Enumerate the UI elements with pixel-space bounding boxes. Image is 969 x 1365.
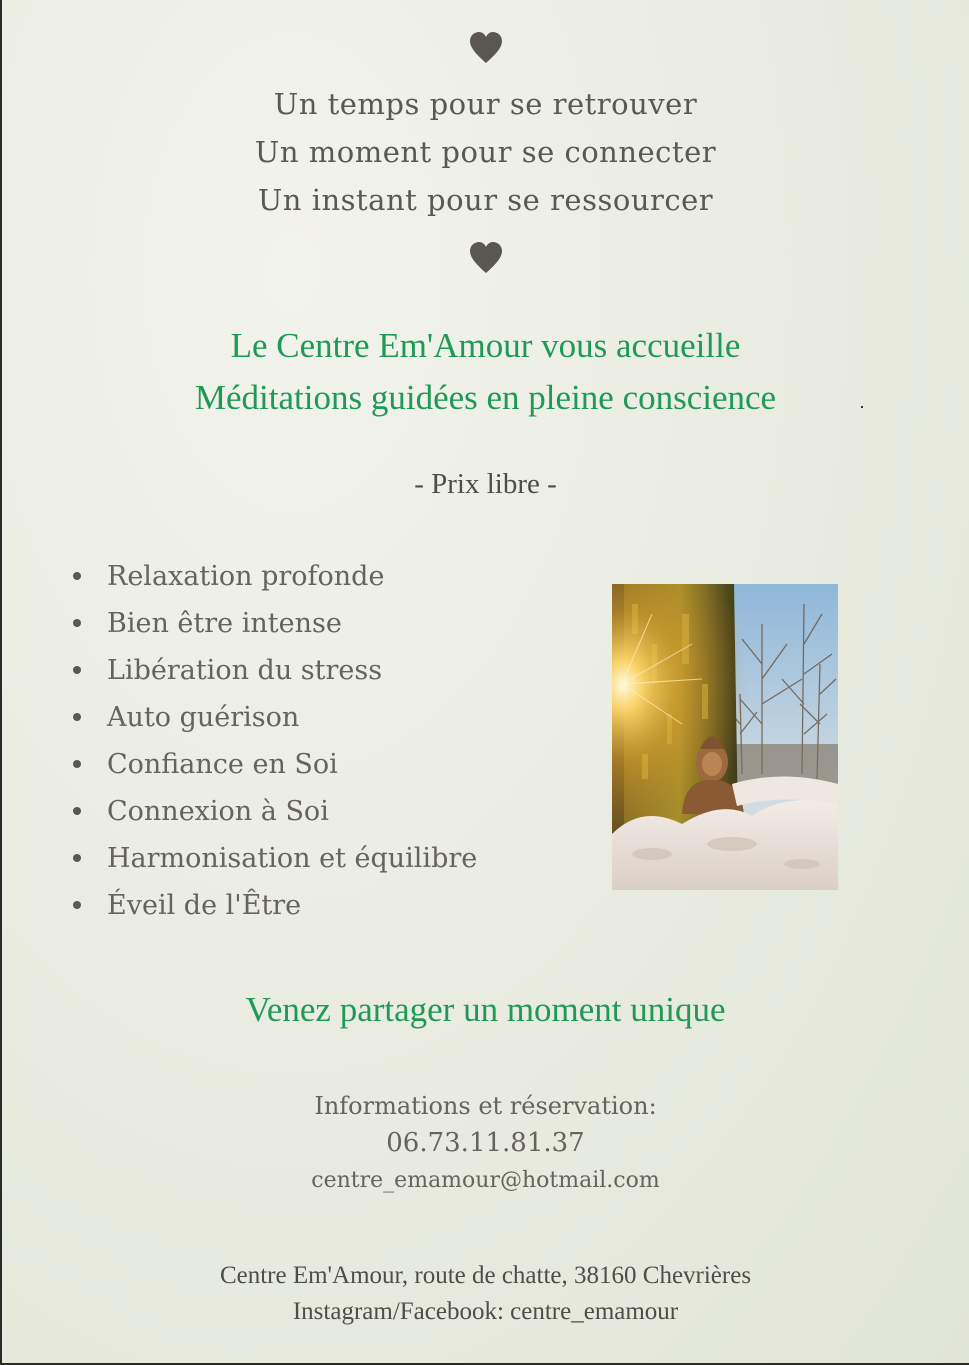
stray-dot (861, 406, 863, 408)
heading-welcome: Le Centre Em'Amour vous accueille (230, 326, 741, 365)
benefits-list (72, 553, 477, 929)
list-item: Éveil de l'Être (72, 882, 477, 929)
list-item: Connexion à Soi (72, 788, 477, 835)
tagline-line-2: Un moment pour se connecter (254, 135, 717, 169)
price-label: - Prix libre - (414, 468, 557, 500)
tagline-line-1: Un temps pour se retrouver (273, 87, 698, 121)
list-item: Bien être intense (72, 600, 477, 647)
heart-icon (468, 240, 504, 276)
footer-address: Centre Em'Amour, route de chatte, 38160 Chevrières (219, 1262, 752, 1289)
list-item: Relaxation profonde (72, 553, 477, 600)
list-item: Confiance en Soi (72, 741, 477, 788)
list-item: Auto guérison (72, 694, 477, 741)
heading-subtitle: Méditations guidées en pleine conscience (194, 378, 777, 417)
call-to-action: Venez partager un moment unique (245, 990, 726, 1029)
buddha-photo (612, 584, 838, 890)
flyer-page (2, 0, 969, 1363)
contact-email: centre_emamour@hotmail.com (311, 1168, 660, 1193)
contact-phone: 06.73.11.81.37 (386, 1128, 585, 1158)
footer-social: Instagram/Facebook: centre_emamour (292, 1298, 679, 1325)
tagline-line-3: Un instant pour se ressourcer (257, 183, 714, 217)
list-item: Harmonisation et équilibre (72, 835, 477, 882)
list-item: Libération du stress (72, 647, 477, 694)
heart-icon (468, 30, 504, 66)
contact-label: Informations et réservation: (314, 1092, 657, 1120)
